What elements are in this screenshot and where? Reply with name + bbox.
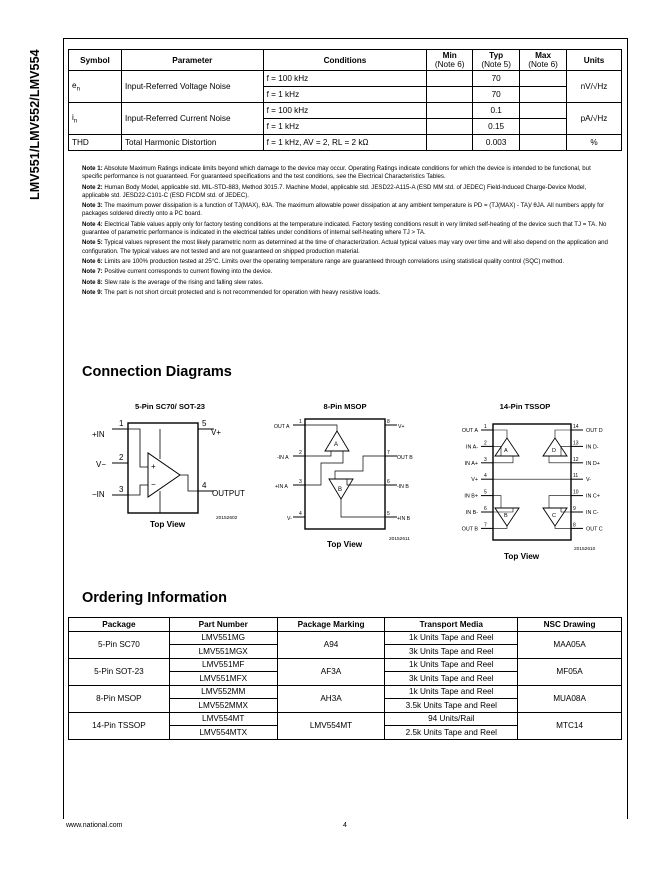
ordering-heading: Ordering Information [82,590,227,606]
tssop-pin-number: 12 [573,456,579,463]
sc70-pin4-number: 4 [202,481,207,490]
sc70-pin3-label: −IN [92,490,105,499]
tssop-pin-number: 6 [484,506,487,512]
th-max-note: (Note 6) [528,60,558,69]
note [82,184,612,201]
tssop-pin-number: 14 [573,424,579,430]
notes-section [82,165,612,299]
th-units: Units [567,50,622,71]
part-cell: LMV551MG [169,631,277,645]
tssop-pin-number: 9 [573,506,576,512]
table-row [69,658,622,672]
msop-out-b: OUT B [397,455,413,461]
sc70-package-outline [128,423,198,513]
th-package-marking: Package Marking [277,618,385,632]
note [82,165,612,182]
note [82,289,612,297]
max-cell [520,135,567,151]
th-symbol: Symbol [69,50,122,71]
sc70-pin1-label: +IN [92,430,105,439]
th-min-note: (Note 6) [434,60,465,69]
th-typ-note: (Note 5) [481,60,511,69]
typ-cell: 0.15 [473,119,520,135]
tssop-pin-number: 10 [573,489,579,496]
svg-text:2: 2 [299,450,302,456]
tssop-pin-number: 4 [484,473,487,480]
sc70-title: 5-Pin SC70/ SOT-23 [134,402,206,411]
tssop-wire [493,526,507,528]
th-typ [473,50,520,71]
symbol-cell: $i_n$ [69,103,122,135]
tssop-right-label: OUT C [586,526,603,533]
table-row [69,685,622,699]
side-title-text: LMV551/LMV552/LMV554 [28,49,42,200]
note-label: Note 3: [82,202,103,210]
note-label: Note 9: [82,288,103,296]
tssop-right-label: V- [586,477,592,484]
media-cell: 1k Units Tape and Reel [385,631,518,645]
msop-diagram [275,415,420,540]
tssop-pin-number: 2 [484,440,487,447]
svg-text:6: 6 [387,479,390,485]
note-label: Note 6: [82,257,103,265]
package-cell: 8-Pin MSOP [69,685,170,712]
note [82,239,612,256]
sc70-pin2-number: 2 [119,453,124,462]
tssop-wire [493,446,501,456]
part-cell: LMV554MT [169,712,277,726]
media-cell: 3k Units Tape and Reel [385,645,518,659]
th-max-label: Max [535,51,552,60]
media-cell: 3k Units Tape and Reel [385,672,518,686]
svg-text:−: − [151,480,156,489]
part-cell: LMV554MTX [169,726,277,740]
msop-in-b-neg: -IN B [397,484,409,490]
th-parameter: Parameter [121,50,263,71]
max-cell [520,87,567,103]
parameter-cell: Input-Referred Current Noise [121,103,263,135]
media-cell: 94 Units/Rail [385,712,518,726]
ordering-header-row [69,618,622,632]
note [82,202,612,219]
tssop-pin-number: 11 [573,473,579,480]
svg-text:7: 7 [387,450,390,456]
package-cell: 5-Pin SC70 [69,631,170,658]
marking-cell: AH3A [277,685,385,712]
sc70-pin2-label: V− [96,460,107,469]
th-min [427,50,473,71]
note [82,258,612,266]
tssop-left-label: IN A+ [464,460,478,467]
sc70-top-view: Top View [150,520,186,529]
tssop-pin-number: 7 [484,522,487,529]
note-text: Limits are 100% production tested at 25°C. Limits over the operating temperature range are guaranteed through correlations using statistical quality control (SQC) method. [104,257,565,265]
tssop-title: 14-Pin TSSOP [499,402,551,411]
table-row [69,631,622,645]
condition-cell: f = 100 kHz [263,103,427,119]
table-row [69,71,622,87]
tssop-pin-number: 5 [484,489,487,496]
svg-text:+: + [151,462,156,471]
note-label: Note 5: [82,239,103,247]
note-label: Note 1: [82,165,103,172]
sc70-pin4-label: OUTPUT [212,489,245,498]
part-cell: LMV552MM [169,685,277,699]
tssop-wire [493,430,507,438]
footer-url[interactable]: www.national.com [66,822,123,829]
note-text: Absolute Maximum Ratings indicate limits beyond which damage to the device may occur. Operating Ratings indicate conditions for which the device is intended to be functional, but specific performance is not guaranteed. For guaranteed specifications and the test conditions, see the Electrical Characteristics Tables. [82,165,591,181]
msop-out-a: OUT A [274,424,290,430]
part-cell: LMV551MFX [169,672,277,686]
tssop-pin-number: 13 [573,440,579,447]
parameter-cell: Input-Referred Voltage Noise [121,71,263,103]
marking-cell: LMV554MT [277,712,385,739]
note-text: Typical values represent the most likely parametric norm as determined at the time of characterization. Actual typical values may vary over time and will also depend on the application and configuration. The typical values are not tested and are not guaranteed on shipped production material. [82,239,608,255]
note-label: Note 8: [82,278,103,286]
tssop-right-label: OUT D [586,428,603,434]
svg-text:3: 3 [299,479,302,485]
tssop-pin-number: 3 [484,456,487,463]
note-text: Positive current corresponds to current flowing into the device. [104,268,273,276]
side-title [28,40,50,200]
marking-cell: AF3A [277,658,385,685]
msop-package-outline [305,419,385,529]
media-cell: 1k Units Tape and Reel [385,685,518,699]
condition-cell: f = 1 kHz, AV = 2, RL = 2 kΩ [263,135,427,151]
tssop-left-label: IN A- [466,444,478,451]
sc70-diagram [90,415,260,525]
tssop-top-view: Top View [504,552,540,561]
drawing-cell: MAA05A [518,631,622,658]
min-cell [427,135,473,151]
svg-text:8: 8 [387,419,390,425]
symbol-cell: THD [69,135,122,151]
tssop-wire [549,456,571,463]
symbol-cell: $e_n$ [69,71,122,103]
ordering-table [68,617,622,740]
msop-amp-a [325,431,349,451]
drawing-cell: MTC14 [518,712,622,739]
typ-cell: 70 [473,71,520,87]
msop-title: 8-Pin MSOP [323,402,367,411]
tssop-amp-a-label: A [504,448,508,454]
msop-in-b-pos: +IN B [397,516,411,522]
th-nsc-drawing: NSC Drawing [518,618,622,632]
tssop-amp-d-label: D [552,448,556,454]
tssop-right-label: IN C- [586,510,599,516]
msop-in-a-pos: +IN A [275,484,288,490]
th-transport-media: Transport Media [385,618,518,632]
msop-figure-id: 20152611 [389,537,410,542]
media-cell: 2.5k Units Tape and Reel [385,726,518,740]
msop-amp-a-label: A [334,442,339,448]
package-cell: 14-Pin TSSOP [69,712,170,739]
tssop-wire [493,496,501,508]
condition-cell: f = 1 kHz [263,87,427,103]
note [82,279,612,287]
note-text: The part is not short circuit protected and is not recommended for operation with heavy resistive loads. [104,288,381,296]
note-text: The maximum power dissipation is a function of TJ(MAX), θJA. The maximum allowable power dissipation at any ambient temperature is PD = (TJ(MAX) - TA)/ θJA. All numbers apply for packages soldered directly onto a PC board. [82,202,605,218]
tssop-left-label: OUT A [461,428,478,434]
units-cell: pA/√Hz [567,103,622,135]
note-label: Note 7: [82,268,103,276]
units-cell: % [567,135,622,151]
part-cell: LMV551MGX [169,645,277,659]
condition-cell: f = 100 kHz [263,71,427,87]
condition-cell: f = 1 kHz [263,119,427,135]
svg-text:5: 5 [387,511,390,517]
tssop-wire [493,456,513,463]
note-text: Human Body Model, applicable std. MIL-STD-883, Method 3015.7. Machine Model, applicable std. JESD22-A115-A (ESD MM std. of JEDEC) Field-Induced Charge-Device Model, applicable std. JESD22-C101-C (ESD FICDM std. of JEDEC). [82,183,587,199]
tssop-right-label: IN C+ [586,493,600,500]
min-cell [427,87,473,103]
table-row [69,135,622,151]
table-row [69,712,622,726]
msop-top-view: Top View [327,540,363,549]
tssop-figure-id: 20152610 [574,547,596,552]
marking-cell: A94 [277,631,385,658]
tssop-wire [555,430,571,438]
note-text: Electrical Table values apply only for factory testing conditions at the temperature indicated. Factory testing conditions result in very limited self-heating of the device such that TJ = TA. No guarantee of parametric performance is indicated in the electrical tables under conditions of internal self-heating where TJ > TA. [82,220,607,237]
tssop-amp-c-label: C [552,513,556,519]
package-cell: 5-Pin SOT-23 [69,658,170,685]
max-cell [520,103,567,119]
sc70-pin3-number: 3 [119,485,124,494]
spec-table [68,49,622,151]
tssop-amp-b-label: B [504,513,508,519]
th-package: Package [69,618,170,632]
media-cell: 1k Units Tape and Reel [385,658,518,672]
sc70-pin5-number: 5 [202,419,207,428]
media-cell: 3.5k Units Tape and Reel [385,699,518,713]
svg-text:1: 1 [299,419,302,425]
sc70-opamp-symbol [148,453,180,497]
sc70-figure-id: 20152602 [216,516,238,521]
tssop-wire [555,526,571,528]
svg-text:4: 4 [299,511,302,517]
tssop-diagram [445,418,625,548]
tssop-pin-leads [481,424,583,528]
parameter-cell: Total Harmonic Distortion [121,135,263,151]
tssop-right-label: IN D- [586,444,599,451]
th-conditions: Conditions [263,50,427,71]
typ-cell: 70 [473,87,520,103]
note-label: Note 2: [82,183,103,191]
page-number: 4 [343,822,347,829]
tssop-left-label: IN B- [465,510,478,516]
min-cell [427,71,473,87]
msop-in-a-neg: -IN A [277,455,289,461]
th-typ-label: Typ [489,51,504,60]
sc70-pin1-number: 1 [119,419,124,428]
tssop-right-label: IN D+ [586,460,600,467]
table-row [69,103,622,119]
msop-v-pos: V+ [398,424,405,430]
connection-diagrams-heading: Connection Diagrams [82,364,232,380]
tssop-pin-number: 1 [484,424,487,430]
tssop-left-label: IN B+ [464,493,478,500]
note-label: Note 4: [82,220,103,228]
th-min-label: Min [442,51,457,60]
drawing-cell: MF05A [518,658,622,685]
units-cell: nV/√Hz [567,71,622,103]
typ-cell: 0.003 [473,135,520,151]
tssop-right-labels [586,428,603,532]
th-part-number: Part Number [169,618,277,632]
part-cell: LMV552MMX [169,699,277,713]
tssop-pin-number: 8 [573,522,576,529]
tssop-left-labels [462,428,479,532]
sc70-pin5-label: V+ [211,428,222,437]
th-max [520,50,567,71]
max-cell [520,119,567,135]
min-cell [427,119,473,135]
part-cell: LMV551MF [169,658,277,672]
note [82,268,612,276]
spec-header-row [69,50,622,71]
typ-cell: 0.1 [473,103,520,119]
msop-v-neg: V- [287,516,292,522]
tssop-left-label: OUT B [461,526,478,533]
tssop-wire [549,496,571,508]
note [82,221,612,238]
note-text: Slew rate is the average of the rising and falling slew rates. [104,278,264,286]
msop-amp-b-label: B [338,487,343,493]
tssop-left-label: V+ [471,477,478,484]
min-cell [427,103,473,119]
drawing-cell: MUA08A [518,685,622,712]
max-cell [520,71,567,87]
